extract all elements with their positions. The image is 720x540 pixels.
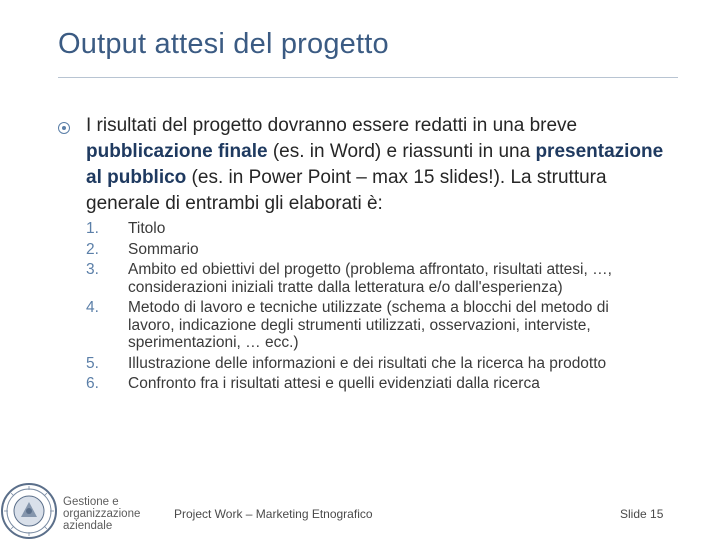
slide-number: Slide 15: [620, 507, 664, 521]
university-seal-icon: [0, 482, 58, 540]
paragraph-text-3: (es. in Power Point – max 15 slides!). La struttura generale di entrambi gli elaborati è:: [86, 167, 607, 214]
list-item: [86, 241, 646, 259]
list-item: [86, 220, 646, 238]
paragraph-text-1: I risultati del progetto dovranno essere redatti in una breve: [86, 115, 578, 136]
circle-bullet-icon: [58, 122, 70, 134]
slide-title: Output attesi del progetto: [58, 28, 389, 60]
list-number: 6.: [86, 375, 99, 392]
main-paragraph: [86, 113, 676, 217]
highlight-pubblicazione-finale: pubblicazione finale: [86, 141, 268, 162]
highlight-presentazione-al-pubblico: presentazione al pubblico: [86, 141, 664, 188]
list-number: 5.: [86, 354, 99, 372]
list-item-text: Titolo: [128, 220, 166, 237]
list-number: 3.: [86, 261, 99, 278]
list-item: [86, 375, 646, 393]
structure-list: [86, 220, 646, 396]
footer-organization: [63, 496, 140, 532]
list-item-text: Metodo di lavoro e tecniche utilizzate (schema a blocchi del metodo di lavoro, indicazione degli strumenti utilizzati, osservazioni, interviste, sperimentazioni, … ecc.): [128, 299, 609, 351]
list-item: [86, 299, 646, 352]
list-number: 1.: [86, 220, 99, 237]
list-item: [86, 261, 646, 296]
footer-org-line: aziendale: [63, 520, 113, 532]
list-number: 4.: [86, 299, 99, 316]
footer-org-line: Gestione e: [63, 496, 119, 508]
list-item: [86, 355, 646, 373]
footer-course-title: Project Work – Marketing Etnografico: [174, 507, 373, 521]
list-number: 2.: [86, 240, 99, 258]
list-item-text: Ambito ed obiettivi del progetto (problema affrontato, risultati attesi, …, considerazioni iniziali tratte dalla letteratura e/o dall'esperienza): [128, 261, 612, 296]
title-divider: [58, 77, 678, 78]
paragraph-text-2: (es. in Word) e riassunti in una: [267, 141, 536, 162]
list-item-text: Confronto fra i risultati attesi e quelli evidenziati dalla ricerca: [128, 375, 540, 392]
list-item-text: Illustrazione delle informazioni e dei risultati che la ricerca ha prodotto: [128, 354, 607, 372]
list-item-text: Sommario: [128, 240, 199, 258]
footer-org-line: organizzazione: [63, 508, 141, 520]
